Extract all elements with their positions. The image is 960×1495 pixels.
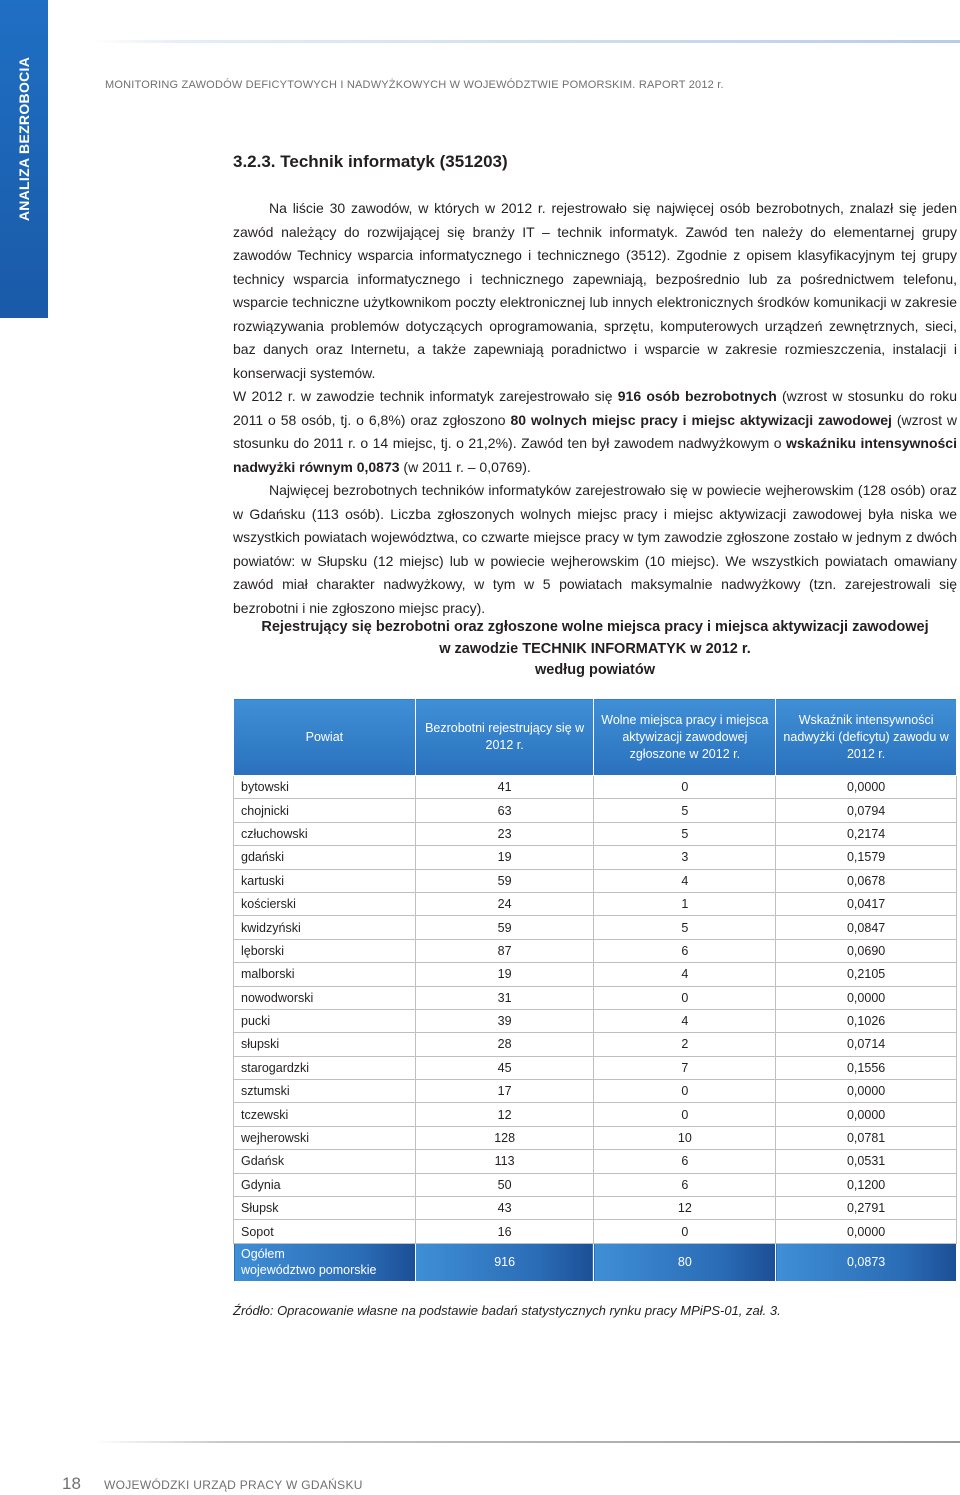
cell-wskaznik: 0,2174 <box>776 822 957 845</box>
cell-bezrobotni: 45 <box>415 1056 594 1079</box>
cell-miejsca: 12 <box>594 1197 776 1220</box>
cell-miejsca: 4 <box>594 869 776 892</box>
cell-powiat: Słupsk <box>234 1197 416 1220</box>
paragraph-1: Na liście 30 zawodów, w których w 2012 r. rejestrowało się najwięcej osób bezrobotnych, znalazł się jeden zawód należący do rozwijającej się branży IT – technik informatyk. Zawód ten należy do elementarnej grupy zawodów Technicy wsparcia informatycznego i technicznego (3512). Zgodnie z opisem klasyfikacyjnym tej grupy technicy wsparcia informatycznego i technicznego zapewniają, bezpośrednio lub za pośrednictwem telefonu, wsparcie techniczne użytkownikom poczty elektronicznej lub innych elektronicznych środków komunikacji w zakresie rozwiązywania problemów dotyczących oprogramowania, sprzętu, komputerowych urządzeń zewnętrznych, sieci, baz danych oraz Internetu, a także zapewniają poradnictwo i wsparcie w zakresie rozmieszczenia, instalacji i konserwacji systemów. <box>233 200 957 381</box>
cell-wskaznik: 0,2791 <box>776 1197 957 1220</box>
table-row <box>234 939 957 962</box>
paragraph-3: Najwięcej bezrobotnych techników informatyków zarejestrowało się w powiecie wejherowskim (128 osób) oraz w Gdańsku (113 osób). Liczba zgłoszonych wolnych miejsc pracy i miejsc aktywizacji zawodowej była niska we wszystkich powiatach województwa, co czwarte miejsce pracy w tym zawodzie zgłoszone zostało w jednym z dwóch powiatów: w Słupsku (12 miejsc) lub w powiecie wejherowskim (10 miejsc). We wszystkich powiatach omawiany zawód miał charakter nadwyżkowy, w tym w 5 powiatach maksymalnie nadwyżkowy (tzn. zarejestrowali się bezrobotni i nie zgłoszono miejsc pracy). <box>233 482 957 616</box>
table-row <box>234 1103 957 1126</box>
running-header: MONITORING ZAWODÓW DEFICYTOWYCH I NADWYŻKOWYCH W WOJEWÓDZTWIE POMORSKIM. RAPORT 2012 r. <box>105 79 724 91</box>
cell-bezrobotni: 128 <box>415 1126 594 1149</box>
table-title-line-2: w zawodzie TECHNIK INFORMATYK w 2012 r. <box>439 640 751 657</box>
table-row <box>234 1126 957 1149</box>
table-row <box>234 1173 957 1196</box>
cell-miejsca: 0 <box>594 1080 776 1103</box>
total-miejsca: 80 <box>594 1243 776 1281</box>
cell-wskaznik: 0,0714 <box>776 1033 957 1056</box>
table-row <box>234 1080 957 1103</box>
cell-miejsca: 5 <box>594 916 776 939</box>
cell-miejsca: 4 <box>594 963 776 986</box>
cell-bezrobotni: 59 <box>415 916 594 939</box>
cell-bezrobotni: 16 <box>415 1220 594 1243</box>
table-row <box>234 869 957 892</box>
cell-powiat: malborski <box>234 963 416 986</box>
table-row <box>234 1150 957 1173</box>
cell-bezrobotni: 19 <box>415 963 594 986</box>
cell-powiat: wejherowski <box>234 1126 416 1149</box>
cell-bezrobotni: 50 <box>415 1173 594 1196</box>
cell-wskaznik: 0,0690 <box>776 939 957 962</box>
table-row <box>234 799 957 822</box>
cell-powiat: nowodworski <box>234 986 416 1009</box>
cell-powiat: pucki <box>234 1009 416 1032</box>
table-total-row <box>234 1243 957 1281</box>
table-row <box>234 986 957 1009</box>
cell-miejsca: 2 <box>594 1033 776 1056</box>
cell-miejsca: 7 <box>594 1056 776 1079</box>
table-title <box>233 617 957 682</box>
cell-powiat: kartuski <box>234 869 416 892</box>
total-label: Ogółem województwo pomorskie <box>234 1243 416 1281</box>
cell-miejsca: 1 <box>594 892 776 915</box>
header-powiat: Powiat <box>234 699 416 776</box>
footer-organization: WOJEWÓDZKI URZĄD PRACY W GDAŃSKU <box>104 1478 363 1492</box>
cell-wskaznik: 0,0847 <box>776 916 957 939</box>
cell-wskaznik: 0,2105 <box>776 963 957 986</box>
cell-wskaznik: 0,0000 <box>776 1080 957 1103</box>
section-title: 3.2.3. Technik informatyk (351203) <box>233 152 508 171</box>
cell-bezrobotni: 63 <box>415 799 594 822</box>
table-row <box>234 1009 957 1032</box>
cell-wskaznik: 0,0000 <box>776 1220 957 1243</box>
cell-wskaznik: 0,0678 <box>776 869 957 892</box>
cell-bezrobotni: 19 <box>415 846 594 869</box>
cell-powiat: Gdynia <box>234 1173 416 1196</box>
table-title-line-1: Rejestrujący się bezrobotni oraz zgłoszone wolne miejsca pracy i miejsca aktywizacji zawodowej <box>261 619 929 635</box>
cell-bezrobotni: 87 <box>415 939 594 962</box>
footer-rule <box>92 1441 960 1443</box>
cell-powiat: sztumski <box>234 1080 416 1103</box>
cell-bezrobotni: 12 <box>415 1103 594 1126</box>
cell-wskaznik: 0,0000 <box>776 776 957 799</box>
cell-powiat: starogardzki <box>234 1056 416 1079</box>
sidebar-tab <box>0 0 48 318</box>
sidebar-label: ANALIZA BEZROBOCIA <box>16 56 32 222</box>
cell-powiat: bytowski <box>234 776 416 799</box>
cell-miejsca: 6 <box>594 939 776 962</box>
table-row <box>234 892 957 915</box>
cell-bezrobotni: 23 <box>415 822 594 845</box>
cell-miejsca: 5 <box>594 822 776 845</box>
table-row <box>234 1197 957 1220</box>
table-row <box>234 916 957 939</box>
table-row <box>234 822 957 845</box>
cell-bezrobotni: 39 <box>415 1009 594 1032</box>
cell-wskaznik: 0,0794 <box>776 799 957 822</box>
table-title-line-3: według powiatów <box>534 662 656 678</box>
header-wskaznik: Wskaźnik intensywności nadwyżki (deficytu) zawodu w 2012 r. <box>776 699 957 776</box>
cell-miejsca: 0 <box>594 1103 776 1126</box>
header-wolne-miejsca: Wolne miejsca pracy i miejsca aktywizacji zawodowej zgłoszone w 2012 r. <box>594 699 776 776</box>
cell-powiat: lęborski <box>234 939 416 962</box>
cell-powiat: człuchowski <box>234 822 416 845</box>
table-row <box>234 1220 957 1243</box>
cell-miejsca: 6 <box>594 1150 776 1173</box>
table-row <box>234 963 957 986</box>
body-text <box>233 197 957 620</box>
header-rule <box>92 40 960 43</box>
table-row <box>234 1056 957 1079</box>
cell-bezrobotni: 59 <box>415 869 594 892</box>
total-wskaznik: 0,0873 <box>776 1243 957 1281</box>
cell-bezrobotni: 28 <box>415 1033 594 1056</box>
cell-miejsca: 6 <box>594 1173 776 1196</box>
cell-bezrobotni: 113 <box>415 1150 594 1173</box>
cell-powiat: tczewski <box>234 1103 416 1126</box>
total-bezrobotni: 916 <box>415 1243 594 1281</box>
cell-powiat: Gdańsk <box>234 1150 416 1173</box>
cell-wskaznik: 0,1026 <box>776 1009 957 1032</box>
cell-miejsca: 5 <box>594 799 776 822</box>
cell-bezrobotni: 43 <box>415 1197 594 1220</box>
cell-miejsca: 4 <box>594 1009 776 1032</box>
cell-wskaznik: 0,0000 <box>776 1103 957 1126</box>
cell-powiat: chojnicki <box>234 799 416 822</box>
cell-powiat: słupski <box>234 1033 416 1056</box>
cell-powiat: Sopot <box>234 1220 416 1243</box>
page-number: 18 <box>62 1474 81 1493</box>
cell-bezrobotni: 41 <box>415 776 594 799</box>
table-row <box>234 1033 957 1056</box>
cell-miejsca: 0 <box>594 1220 776 1243</box>
cell-miejsca: 0 <box>594 776 776 799</box>
cell-bezrobotni: 17 <box>415 1080 594 1103</box>
cell-miejsca: 10 <box>594 1126 776 1149</box>
cell-bezrobotni: 24 <box>415 892 594 915</box>
table-header-row <box>234 699 957 776</box>
cell-powiat: kościerski <box>234 892 416 915</box>
cell-miejsca: 0 <box>594 986 776 1009</box>
table-row <box>234 846 957 869</box>
cell-wskaznik: 0,0531 <box>776 1150 957 1173</box>
cell-wskaznik: 0,0417 <box>776 892 957 915</box>
cell-wskaznik: 0,1579 <box>776 846 957 869</box>
cell-wskaznik: 0,1200 <box>776 1173 957 1196</box>
cell-miejsca: 3 <box>594 846 776 869</box>
cell-wskaznik: 0,0781 <box>776 1126 957 1149</box>
paragraph-2: W 2012 r. w zawodzie technik informatyk zarejestrowało się 916 osób bezrobotnych (wzrost w stosunku do roku 2011 o 58 osób, tj. o 6,8%) oraz zgłoszono 80 wolnych miejsc pracy i miejsc aktywizacji zawodowej (wzrost w stosunku do 2011 r. o 14 miejsc, tj. o 21,2%). Zawód ten był zawodem nadwyżkowym o wskaźniku intensywności nadwyżki równym 0,0873 (w 2011 r. – 0,0769). <box>233 388 958 475</box>
source-note: Źródło: Opracowanie własne na podstawie badań statystycznych rynku pracy MPiPS-01, zał. 3. <box>233 1303 781 1318</box>
cell-bezrobotni: 31 <box>415 986 594 1009</box>
cell-powiat: kwidzyński <box>234 916 416 939</box>
table-row <box>234 776 957 799</box>
cell-powiat: gdański <box>234 846 416 869</box>
cell-wskaznik: 0,0000 <box>776 986 957 1009</box>
header-bezrobotni: Bezrobotni rejestrujący się w 2012 r. <box>415 699 594 776</box>
data-table <box>233 698 957 1282</box>
cell-wskaznik: 0,1556 <box>776 1056 957 1079</box>
